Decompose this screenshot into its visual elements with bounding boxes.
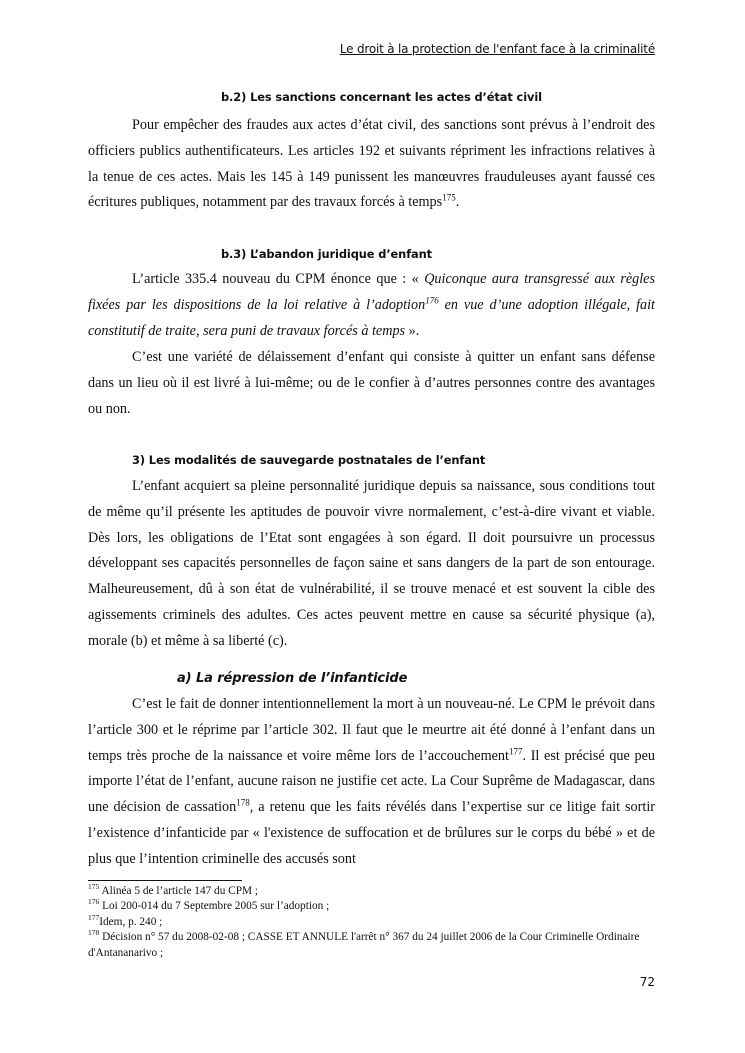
paragraph-b2 [88, 113, 655, 216]
footnote-177 [88, 915, 655, 930]
quote-part-1: Quiconque aura transgressé aux règles fixées par les dispositions de la loi relative à l’adoption [88, 271, 655, 313]
footnote-text: Alinéa 5 de l’article 147 du CPM ; [99, 885, 259, 897]
paragraph-text-2: . Il est précisé que peu importe l’état de l’enfant, aucune raison ne justifie cet acte. La Cour Suprême de Madagascar, dans une décision de cassation [88, 747, 655, 816]
footnote-ref-176 [425, 295, 439, 305]
paragraph-b3-quote [88, 267, 655, 344]
heading-section-3: 3) Les modalités de sauvegarde postnatales de l’enfant [132, 453, 486, 467]
heading-infanticide: a) La répression de l’infanticide [177, 671, 408, 686]
paragraph-end: . [455, 194, 460, 211]
footnote-176 [88, 899, 655, 914]
footnote-175 [88, 884, 655, 899]
footnote-number: 175 [88, 882, 100, 892]
quote-intro: L’article 335.4 nouveau du CPM énonce que : « [132, 271, 425, 287]
heading-b2: b.2) Les sanctions concernant les actes d’état civil [221, 90, 542, 104]
footnote-text: Décision n° 57 du 2008-02-08 ; CASSE ET ANNULE l'arrêt n° 367 du 24 juillet 2006 de la Cour Criminelle Ordinaire d'Antananarivo ; [88, 931, 640, 959]
footnote-number: 178 [88, 928, 100, 938]
footnote-separator [88, 880, 242, 881]
footnote-number: 176 [88, 897, 100, 907]
paragraph-text-3: , a retenu que les faits révélés dans l’expertise sur ce litige fait sortir l’existence d’infanticide par « l'existence de suffocation et de brûlures sur le corps du bébé » et de plus que l’intention criminelle des accusés sont [88, 799, 655, 867]
paragraph-text: Pour empêcher des fraudes aux actes d’état civil, des sanctions sont prévus à l’endroit des officiers publics authentificateurs. Les articles 192 et suivants répriment les infractions relatives à la tenue de ces actes. Mais les 145 à 149 punissent les manœuvres frauduleuses ayant faussé ces écritures publiques, notamment par des travaux forcés à temps [88, 117, 655, 211]
footnote-178 [88, 930, 655, 961]
quote-part-2: en vue d’une adoption illégale, fait constitutif de traite, sera puni de travaux forcés à temps [88, 296, 655, 339]
paragraph-section-3: L’enfant acquiert sa pleine personnalité juridique depuis sa naissance, sous conditions tout de même qu’il présente les aptitudes de pouvoir vivre normalement, c’est-à-dire vivant et viable. Dès lors, les obligations de l’Etat sont engagées à son égard. Il doit poursuivre un processus développant ses capacités personnelles de façon saine et sans dangers de la part de son entourage. Malheureusement, dû à son état de vulnérabilité, il se trouve menacé et est souvent la cible des agissements criminels des adultes. Ces actes peuvent mettre en cause sa sécurité physique (a), morale (b) et même à sa liberté (c). [88, 478, 655, 649]
footnote-number: 177 [88, 913, 100, 923]
paragraph-infanticide [88, 692, 655, 873]
quote-end: ». [405, 322, 420, 339]
paragraph-text-1: C’est le fait de donner intentionnellement la mort à un nouveau-né. Le CPM le prévoit dans l’article 300 et le réprime par l’article 302. Il faut que le meurtre ait été donné à l’enfant dans un temps très proche de la naissance et voire même lors de l’accouchement [88, 696, 655, 764]
page-number: 72 [639, 975, 655, 989]
footnote-text: Loi 200-014 du 7 Septembre 2005 sur l’adoption ; [99, 900, 330, 913]
running-header: Le droit à la protection de l'enfant face à la criminalité [339, 42, 655, 56]
heading-b3: b.3) L’abandon juridique d’enfant [221, 247, 432, 261]
footnote-text: Idem, p. 240 ; [99, 915, 163, 928]
footnote-ref-175: 175 [442, 192, 456, 203]
footnote-ref-177: 177 [508, 745, 523, 756]
footnote-ref-176-number: 176 [425, 295, 439, 306]
footnotes [88, 884, 655, 961]
footnote-ref-178: 178 [236, 797, 250, 808]
paragraph-b3-delaissement: C’est une variété de délaissement d’enfant qui consiste à quitter un enfant sans défense dans un lieu où il est livré à lui-même; ou de le confier à d’autres personnes contre des avantages ou non. [88, 349, 655, 417]
